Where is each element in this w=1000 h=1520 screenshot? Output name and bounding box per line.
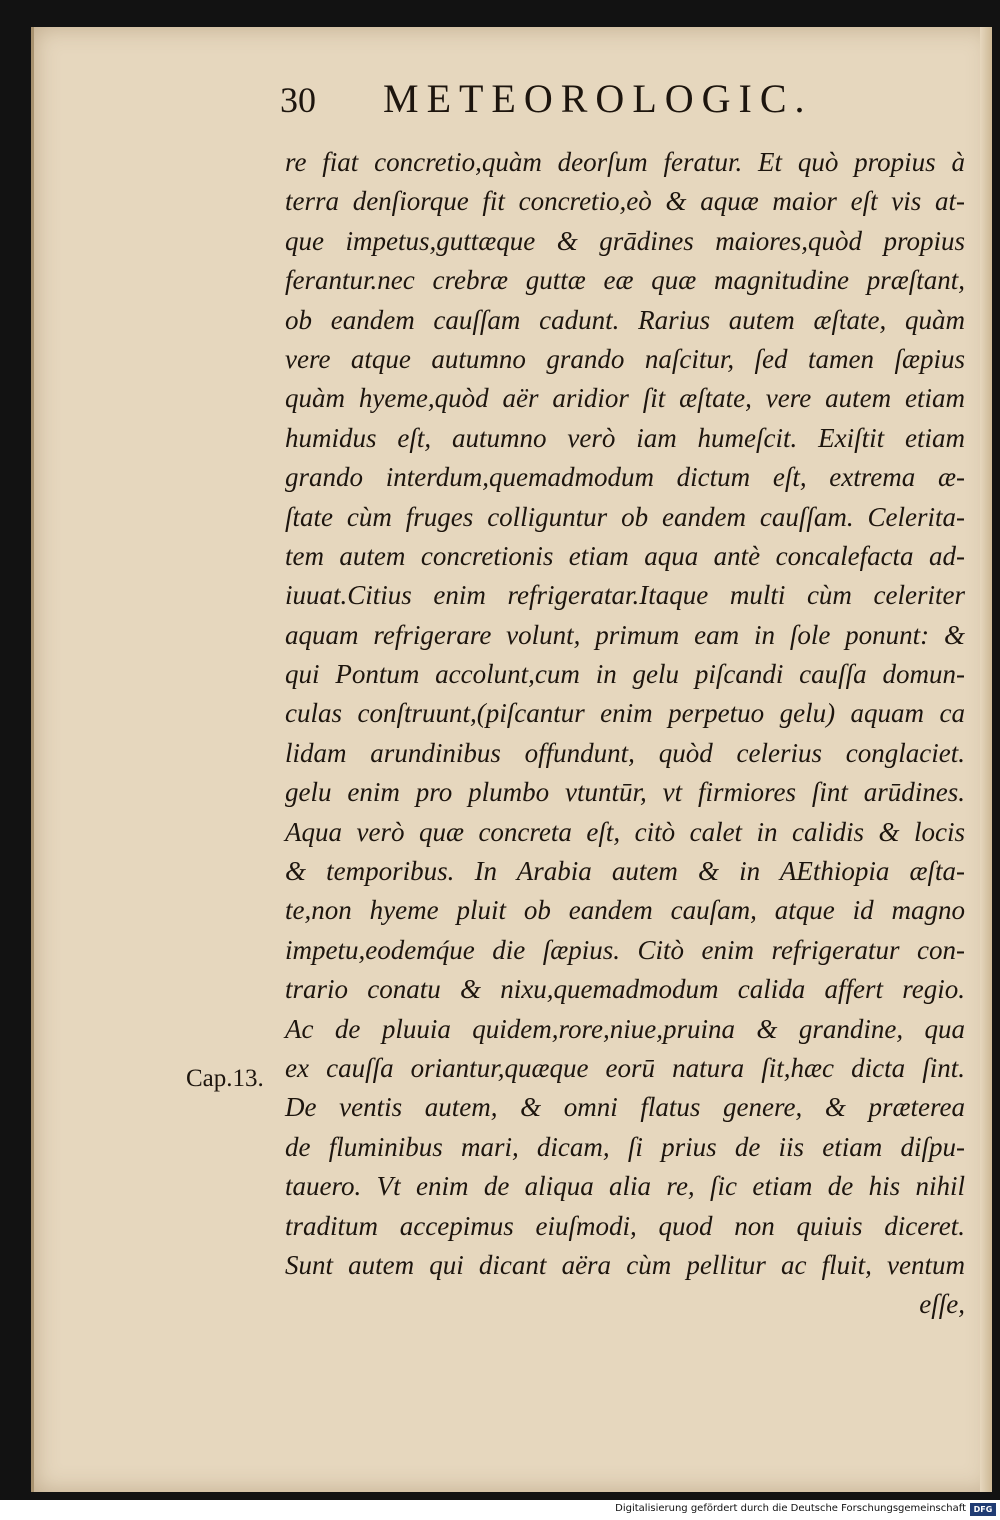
text-line: terra denſiorque fit concretio,eò & aquæ maior eſt vis at- [285,186,965,217]
text-line: & temporibus. In Arabia autem & in AEthiopia æſta- [285,856,965,887]
text-line: ſtate cùm fruges colliguntur ob eandem cauſſam. Celerita- [285,501,965,532]
text-line: humidus eſt, autumno verò iam humeſcit. Exiſtit etiam [285,422,965,453]
text-line: culas conſtruunt,(piſcantur enim perpetuo gelu) aquam ca [285,698,965,729]
dfg-logo: DFG [970,1503,996,1516]
footer-bar [0,1500,1000,1520]
text-line: quàm hyeme,quòd aër aridior ſit æſtate, vere autem etiam [285,383,965,414]
text-line: grando interdum,quemadmodum dictum eſt, extrema æ- [285,462,965,493]
text-line: trario conatu & nixu,quemadmodum calida affert regio. [285,974,965,1005]
text-line: De ventis autem, & omni flatus genere, & præterea [285,1092,965,1123]
running-head [280,75,920,125]
page-edge [980,27,992,1492]
running-title: METEOROLOGIC. [383,76,813,121]
text-line: ob eandem cauſſam cadunt. Rarius autem æſtate, quàm [285,304,965,335]
text-line: ferantur.nec crebræ guttæ eæ quæ magnitudine præſtant, [285,265,965,296]
margin-note-chapter: Cap.13. [186,1065,264,1092]
body-text [285,143,965,1325]
text-line: te,non hyeme pluit ob eandem cauſam, atque id magno [285,895,965,926]
text-line: tauero. Vt enim de aliqua alia re, ſic etiam de his nihil [285,1171,965,1202]
text-line: gelu enim pro plumbo vtuntūr, vt firmiores ſint arūdines. [285,777,965,808]
text-line: que impetus,guttæque & grādines maiores,quòd propius [285,225,965,256]
text-line: ex cauſſa oriantur,quæque eorū natura ſit,hæc dicta ſint. [285,1052,965,1083]
text-line: Aqua verò quæ concreta eſt, citò calet in calidis & locis [285,816,965,847]
text-line: de fluminibus mari, dicam, ſi prius de iis etiam diſpu- [285,1131,965,1162]
page-number: 30 [280,80,316,120]
text-line: aquam refrigerare volunt, primum eam in ſole ponunt: & [285,619,965,650]
text-line: Ac de pluuia quidem,rore,niue,pruina & grandine, qua [285,1013,965,1044]
text-line: iuuat.Citius enim refrigeratar.Itaque multi cùm celeriter [285,580,965,611]
text-line: vere atque autumno grando naſcitur, ſed tamen ſæpius [285,343,965,374]
catchword: eſſe, [919,1289,965,1320]
funding-credit: Digitalisierung gefördert durch die Deutsche Forschungsgemeinschaft [615,1503,966,1514]
text-line: impetu,eodemq́ue die ſæpius. Citò enim refrigeratur con- [285,934,965,965]
text-line: Sunt autem qui dicant aëra cùm pellitur ac fluit, ventum [285,1249,965,1280]
text-line: qui Pontum accolunt,cum in gelu piſcandi cauſſa domun- [285,659,965,690]
text-line: re fiat concretio,quàm deorſum feratur. Et quò propius à [285,147,965,177]
text-line: traditum accepimus eiuſmodi, quod non quiuis diceret. [285,1210,965,1241]
text-line: lidam arundinibus offundunt, quòd celerius conglaciet. [285,737,965,768]
text-line: tem autem concretionis etiam aqua antè concalefacta ad- [285,540,965,571]
